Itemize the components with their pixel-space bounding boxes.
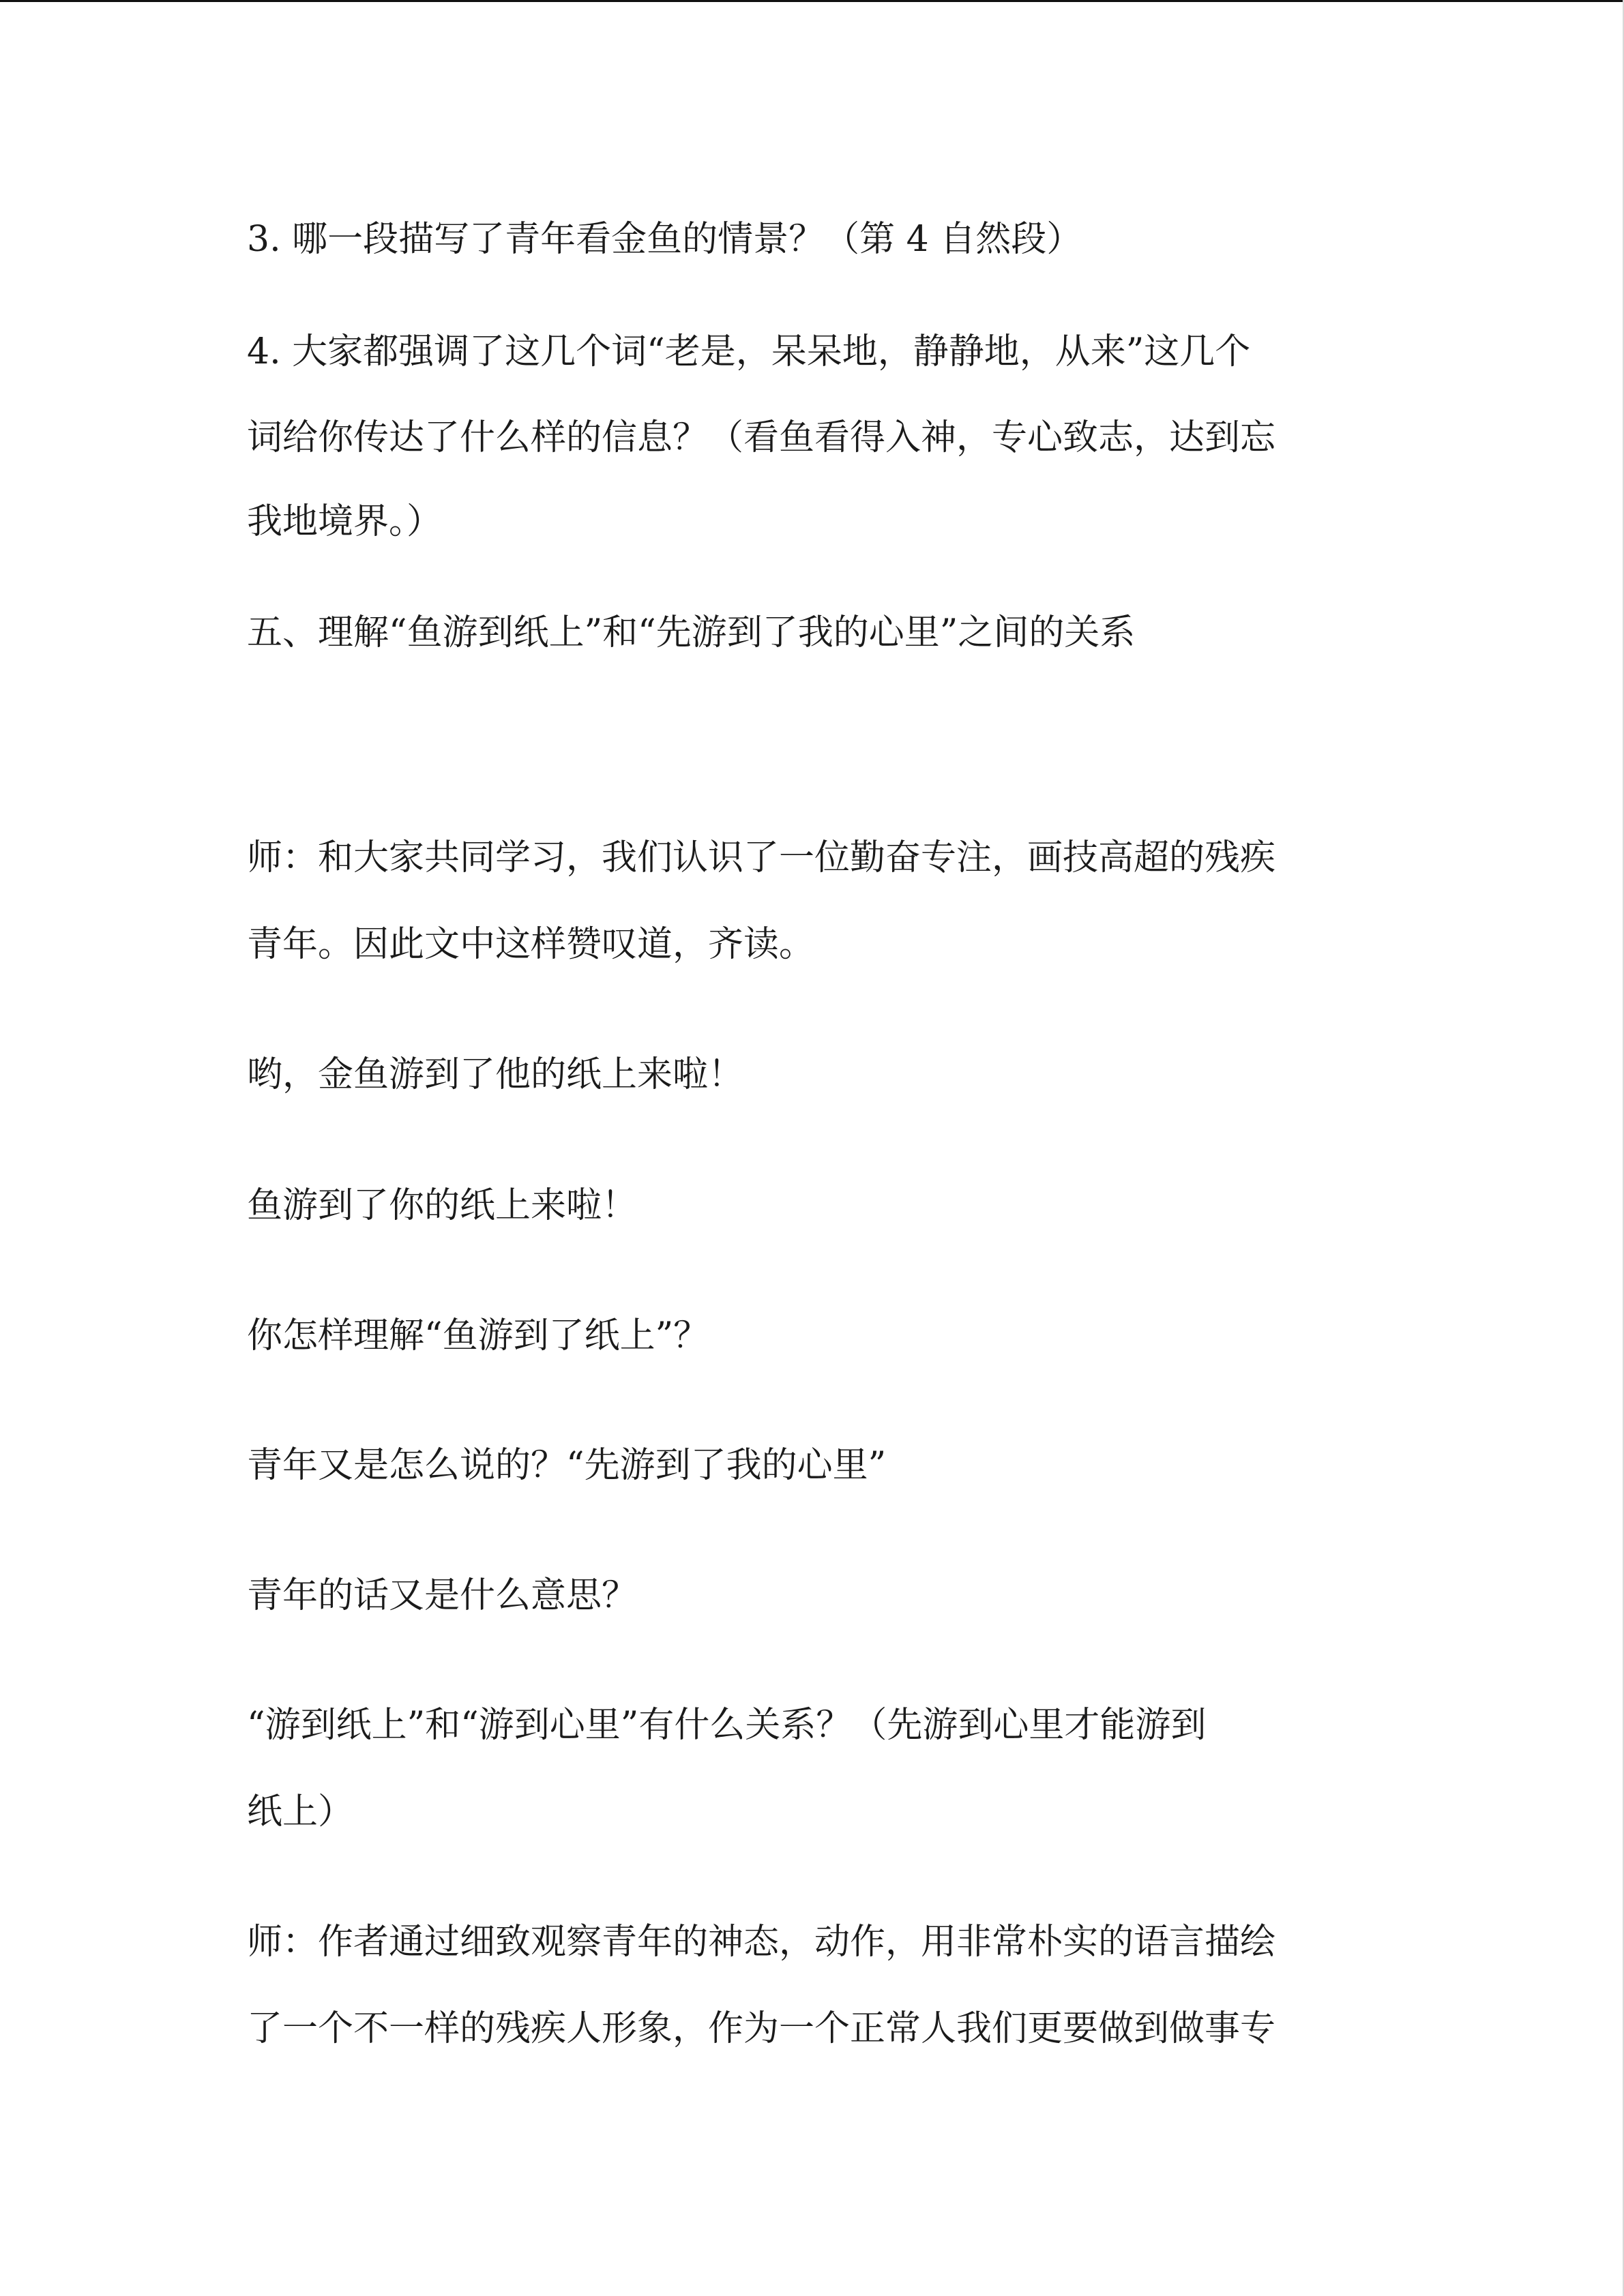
question-relationship-line-1: “游到纸上”和“游到心里”有什么关系？（先游到心里才能游到 bbox=[247, 1705, 1207, 1746]
question-4-line-1: 4. 大家都强调了这几个词“老是，呆呆地，静静地，从来”这几个 bbox=[247, 331, 1251, 372]
question-4-line-2: 词给你传达了什么样的信息？（看鱼看得入神，专心致志，达到忘 bbox=[247, 417, 1276, 458]
teacher-paragraph-2-line-2: 了一个不一样的残疾人形象，作为一个正常人我们更要做到做事专 bbox=[247, 2008, 1276, 2049]
section-5-heading: 五、理解“鱼游到纸上”和“先游到了我的心里”之间的关系 bbox=[247, 612, 1136, 653]
quote-line-2: 鱼游到了你的纸上来啦！ bbox=[247, 1185, 638, 1226]
quote-line-1: 哟，金鱼游到了他的纸上来啦！ bbox=[247, 1054, 744, 1095]
teacher-paragraph-1-line-2: 青年。因此文中这样赞叹道，齐读。 bbox=[247, 924, 815, 965]
question-relationship-line-2: 纸上） bbox=[247, 1791, 354, 1832]
question-4-line-3: 我地境界。） bbox=[247, 501, 443, 542]
question-understand-fish: 你怎样理解“鱼游到了纸上”？ bbox=[247, 1315, 709, 1356]
question-youth-said: 青年又是怎么说的？“先游到了我的心里” bbox=[247, 1445, 887, 1486]
question-3: 3. 哪一段描写了青年看金鱼的情景？（第 4 自然段） bbox=[247, 219, 1082, 260]
teacher-paragraph-1-line-1: 师：和大家共同学习，我们认识了一位勤奋专注，画技高超的残疾 bbox=[247, 837, 1276, 878]
question-youth-meaning: 青年的话又是什么意思？ bbox=[247, 1575, 638, 1616]
teacher-paragraph-2-line-1: 师：作者通过细致观察青年的神态，动作，用非常朴实的语言描绘 bbox=[247, 1922, 1276, 1963]
